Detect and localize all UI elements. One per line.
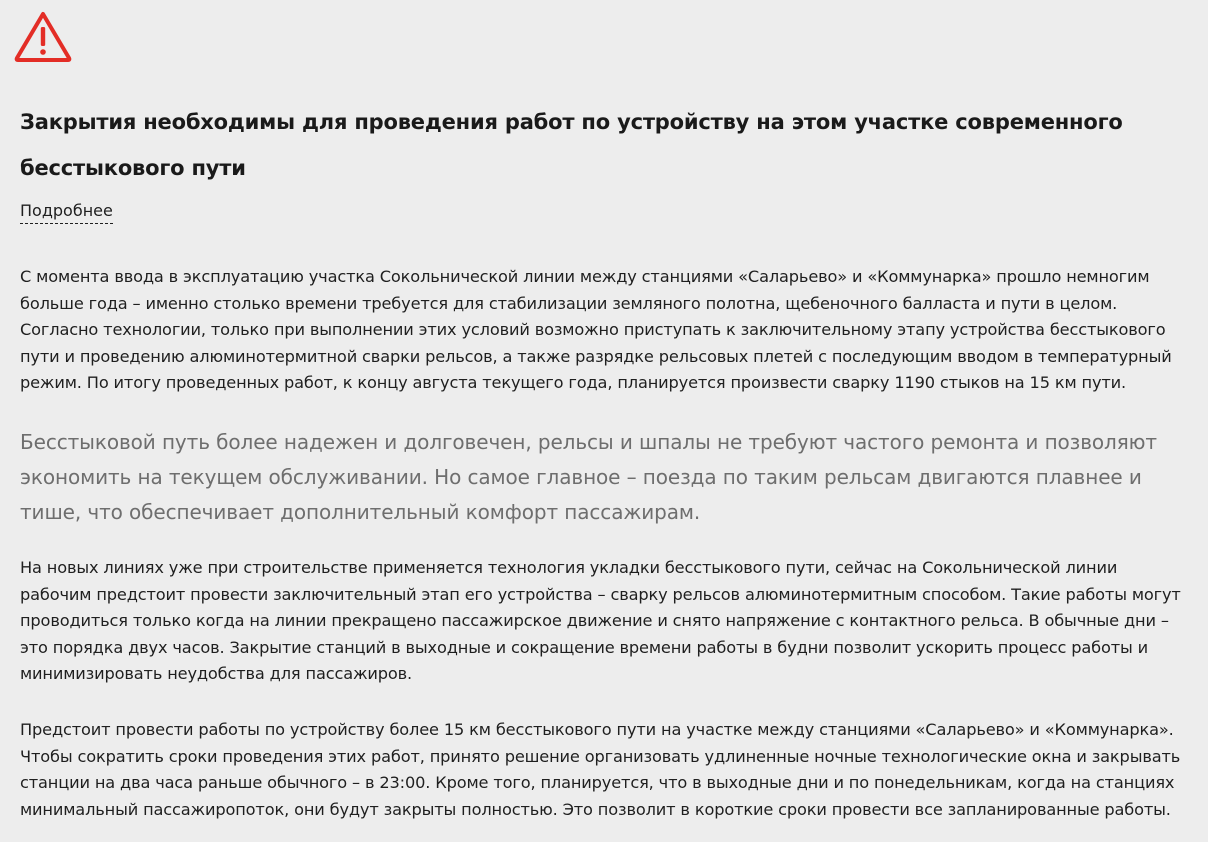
warning-triangle-icon <box>13 10 73 64</box>
paragraph-2: На новых линиях уже при строительстве применяется технология укладки бесстыкового пути, сейчас на Сокольнической линии рабочим предстоит провести заключительный этап его устройства – сварку рельсов алюминотермитным способом. Такие работы могут проводиться только когда на линии прекращено пассажирское движение и снято напряжение с контактного рельса. В обычные дни – это порядка двух часов. Закрытие станций в выходные и сокращение времени работы в будни позволит ускорить процесс работы и минимизировать неудобства для пассажиров. <box>20 558 1181 683</box>
paragraph-3: Предстоит провести работы по устройству более 15 км бесстыкового пути на участке между станциями «Саларьево» и «Коммунарка». Чтобы сократить сроки проведения этих работ, принято решение организовать удлиненные ночные технологические окна и закрывать станции на два часа раньше обычного – в 23:00. Кроме того, планируется, что в выходные дни и по понедельникам, когда на станциях минимальный пассажиропоток, они будут закрыты полностью. Это позволит в короткие сроки провести все запланированные работы. <box>20 720 1181 819</box>
paragraph-1: С момента ввода в эксплуатацию участка Сокольнической линии между станциями «Саларьево» и «Коммунарка» прошло немногим больше года – именно столько времени требуется для стабилизации земляного полотна, щебеночного балласта и пути в целом. Согласно технологии, только при выполнении этих условий возможно приступать к заключительному этапу устройства бесстыкового пути и проведению алюминотермитной сварки рельсов, а также разрядке рельсовых плетей с последующим вводом в температурный режим. По итогу проведенных работ, к концу августа текущего года, планируется произвести сварку 1190 стыков на 15 км пути. <box>20 267 1172 392</box>
more-details-link[interactable]: Подробнее <box>20 199 113 224</box>
highlight-quote: Бесстыковой путь более надежен и долговечен, рельсы и шпалы не требуют частого ремонта и позволяют экономить на текущем обслуживании. Но самое главное – поезда по таким рельсам двигаются плавнее и тише, что обеспечивает дополнительный комфорт пассажирам. <box>20 430 1157 524</box>
page-title: Закрытия необходимы для проведения работ по устройству на этом участке современного бесстыкового пути <box>20 110 1123 180</box>
